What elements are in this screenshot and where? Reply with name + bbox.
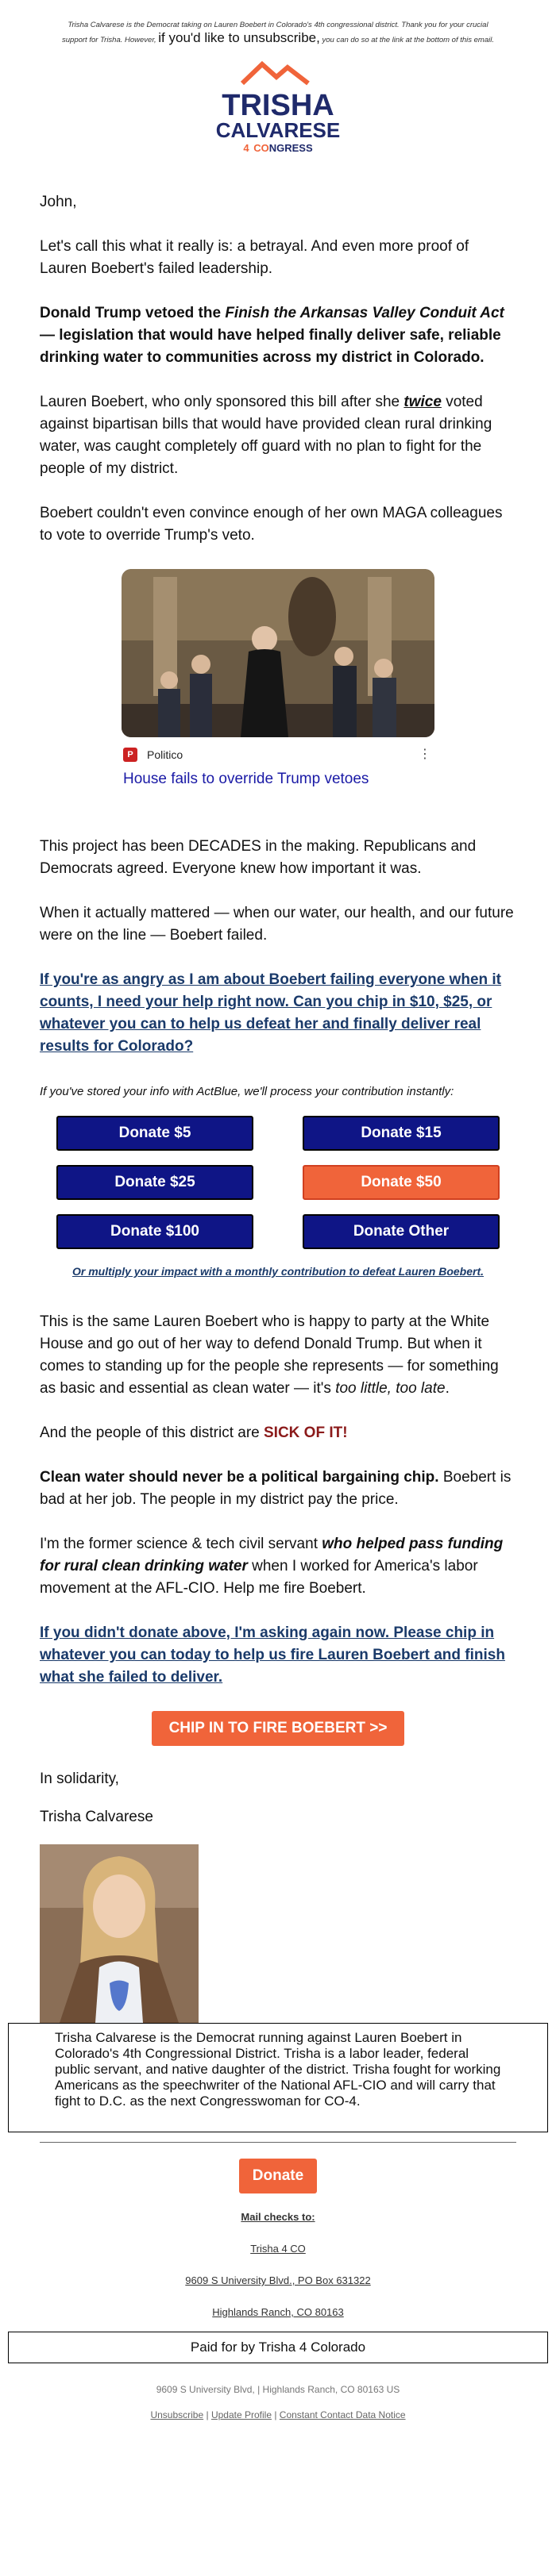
svg-text:4 CONGRESS (243, 142, 313, 154)
signoff: In solidarity, (40, 1771, 119, 1787)
logo-4: 4 (243, 142, 249, 154)
email-body (0, 191, 556, 1058)
email-body-2 (0, 1311, 556, 2023)
logo-line1: TRISHA (222, 89, 334, 122)
paragraph-8: And the people of this district are SICK OF IT! (40, 1424, 348, 1441)
donate-50-button[interactable]: Donate $50 (303, 1165, 500, 1200)
paragraph-10: I'm the former science & tech civil servant who helped pass funding for rural clean drinking water when I worked for America's labor movement at the AFL-CIO. Help me fire Boebert. (40, 1536, 504, 1597)
more-options-icon[interactable]: ⋮ (419, 748, 431, 761)
preheader-unsubscribe-text: if you'd like to unsubscribe, (158, 30, 320, 45)
paragraph-2: Donald Trump vetoed the Finish the Arkansas Valley Conduit Act — legislation that would have helped finally deliver safe, reliable drinking water to communities across my district in Colorado. (40, 305, 504, 366)
ask-link-2[interactable]: If you didn't donate above, I'm asking again now. Please chip in whatever you can today to help us fire Lauren Boebert and finish what she failed to deliver. (40, 1624, 505, 1686)
paragraph-5: This project has been DECADES in the making. Republicans and Democrats agreed. Everyone knew how important it was. (40, 838, 477, 877)
ask-link-1[interactable]: If you're as angry as I am about Boebert failing everyone when it counts, I need your help right now. Can you chip in $10, $25, or whatever you can to help us defeat her and finally deliver real results for Colorado? (40, 971, 502, 1055)
candidate-bio: Trisha Calvarese is the Democrat running against Lauren Boebert in Colorado's 4th Congressional District. Trisha is a labor leader, federal public servant, and native daughter of the district. Trisha fought for working Americans as the speechwriter of the National AFL-CIO and will carry that fight to D.C. as the next Congresswoman for CO-4. (8, 2023, 548, 2132)
donate-15-button[interactable]: Donate $15 (303, 1116, 500, 1151)
monthly-link[interactable]: Or multiply your impact with a monthly contribution to defeat Lauren Boebert. (71, 1265, 485, 1278)
paragraph-3: Lauren Boebert, who only sponsored this bill after she twice voted against bipartisan bills that would have provided clean rural drinking water, was caught completely off guard with no plan to fight for the people of my district. (40, 394, 492, 477)
campaign-logo (0, 58, 556, 169)
data-notice-link[interactable]: Constant Contact Data Notice (279, 2409, 406, 2420)
paragraph-9: Clean water should never be a political bargaining chip. Boebert is bad at her job. The people in my district pay the price. (40, 1469, 512, 1508)
mail-line-3[interactable]: Highlands Ranch, CO 80163 (212, 2306, 344, 2318)
preheader (0, 0, 556, 47)
footer-address: 9609 S University Blvd, | Highlands Ranch, CO 80163 US (156, 2384, 400, 2395)
donate-25-button[interactable]: Donate $25 (56, 1165, 253, 1200)
mail-title: Mail checks to: (241, 2211, 315, 2223)
article-meta (122, 737, 434, 761)
donate-5-button[interactable]: Donate $5 (56, 1116, 253, 1151)
mountain-icon (242, 64, 308, 83)
candidate-photo (40, 1844, 199, 2023)
article-source: Politico (147, 748, 183, 761)
donate-other-button[interactable]: Donate Other (303, 1214, 500, 1249)
update-profile-link[interactable]: Update Profile (210, 2409, 272, 2420)
logo-line2: CALVARESE (215, 118, 341, 142)
donate-section (0, 1085, 556, 1098)
unsubscribe-link[interactable]: Unsubscribe (150, 2409, 204, 2420)
mail-line-1[interactable]: Trisha 4 CO (250, 2243, 306, 2255)
paragraph-7: This is the same Lauren Boebert who is happy to party at the White House and go out of her way to defend Donald Trump. But when it comes to standing up for the people she represents — for something as basic and essential as clean water — it's too little, too late. (40, 1313, 499, 1397)
signature-name: Trisha Calvarese (40, 1809, 153, 1825)
actblue-note: If you've stored your info with ActBlue, we'll process your contribution instantly: (40, 1085, 454, 1098)
paragraph-4: Boebert couldn't even convince enough of her own MAGA colleagues to vote to override Trump's veto. (40, 505, 503, 544)
paid-for-box: Paid for by Trisha 4 Colorado (8, 2332, 548, 2363)
donate-buttons (0, 1116, 556, 1263)
preheader-text-end: you can do so at the link at the bottom of this email. (322, 36, 494, 44)
mail-line-2[interactable]: 9609 S University Blvd., PO Box 631322 (185, 2274, 371, 2286)
article-title-link[interactable]: House fails to override Trump vetoes (123, 771, 369, 787)
logo-ngress: NGRESS (268, 142, 313, 154)
paragraph-6: When it actually mattered — when our water, our health, and our future were on the line — Boebert failed. (40, 905, 514, 944)
preheader-text: Trisha Calvarese is the Democrat taking on Lauren Boebert in Colorado's 4th congressional district. Thank you for your crucial support for Trisha. However, (62, 21, 488, 44)
article-image (122, 569, 434, 737)
ask-paragraph-1 (40, 969, 516, 1058)
paragraph-1: Let's call this what it really is: a betrayal. And even more proof of Lauren Boebert's failed leadership. (40, 238, 469, 277)
footer-links: Unsubscribe | Update Profile | Constant Contact Data Notice (150, 2409, 406, 2420)
divider (40, 2142, 516, 2143)
footer-donate-button[interactable]: Donate (239, 2159, 317, 2193)
chip-in-button[interactable]: CHIP IN TO FIRE BOEBERT >> (152, 1711, 404, 1746)
ask-paragraph-2 (40, 1622, 516, 1689)
donate-100-button[interactable]: Donate $100 (56, 1214, 253, 1249)
politico-icon: P (123, 748, 137, 762)
logo-co: CO (253, 142, 269, 154)
greeting: John, (40, 194, 77, 210)
article-card[interactable] (122, 569, 434, 788)
